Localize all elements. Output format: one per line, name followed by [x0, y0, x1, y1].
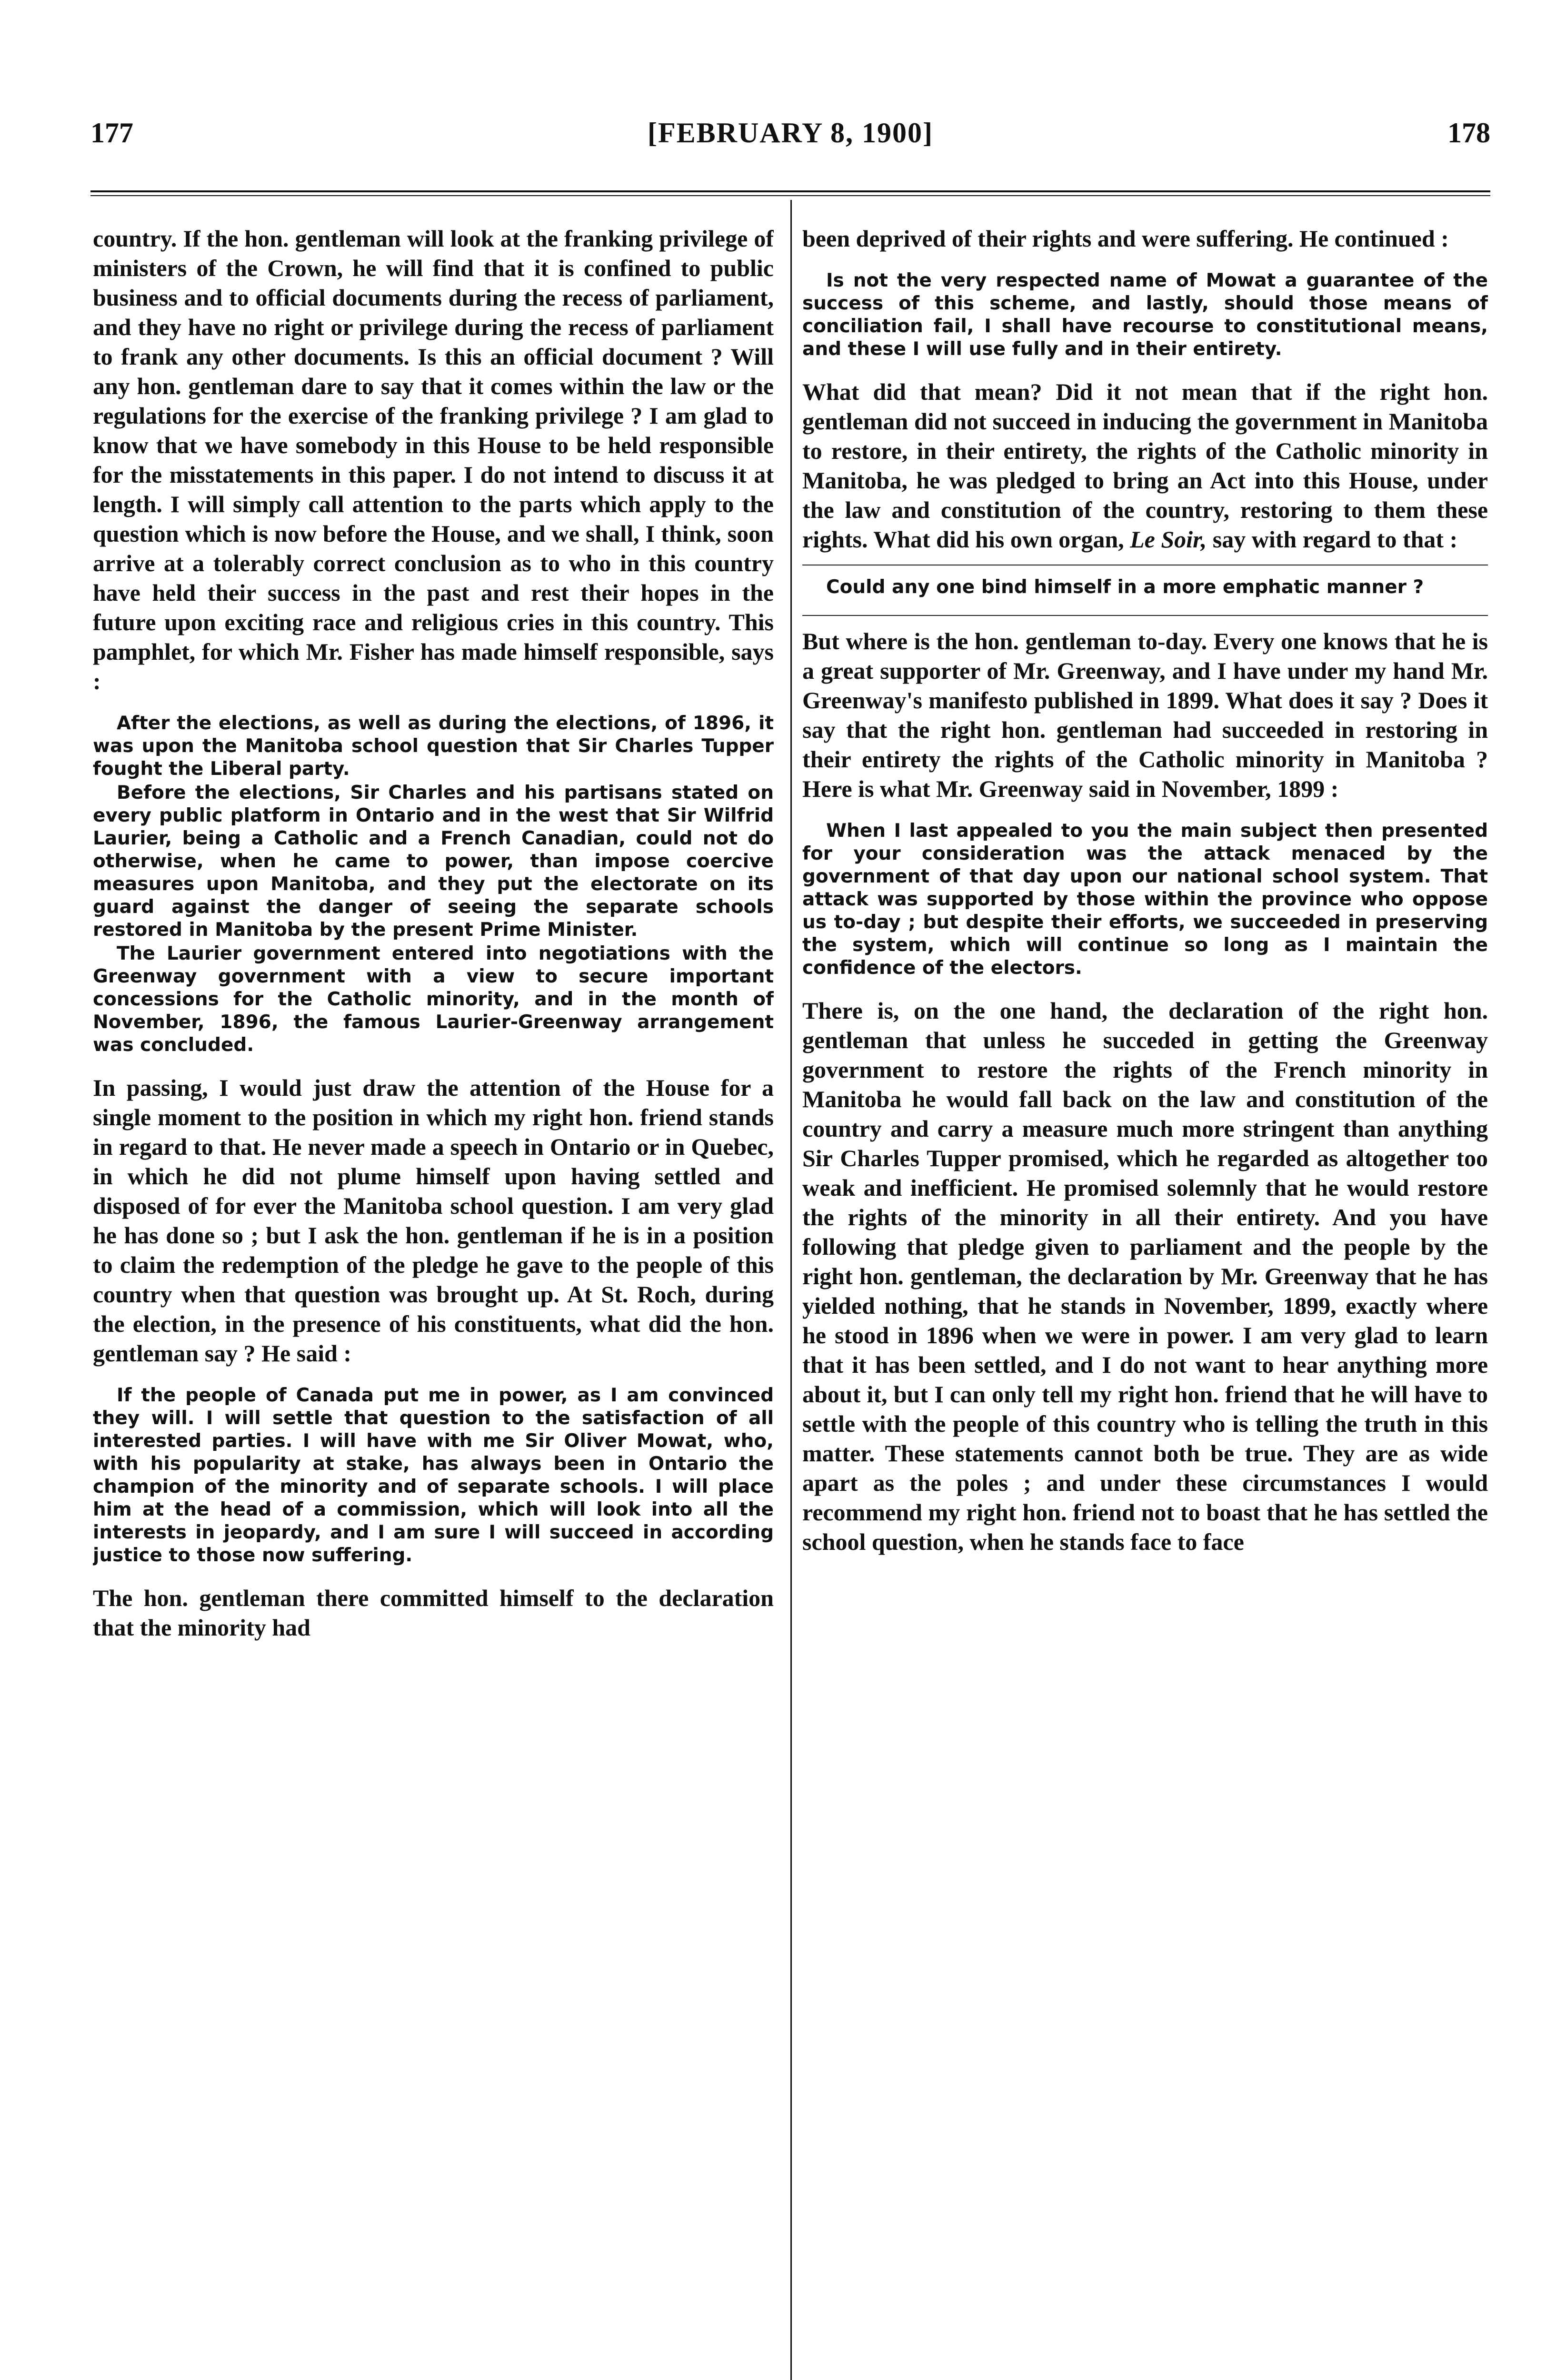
right-column	[802, 224, 1488, 2380]
left-quote-3: The Laurier government entered into negotiations with the Greenway government with a view to secure important concessions for the Catholic minority, and in the month of November, 1896, the famous Laurier-Greenway arrangement was concluded.	[93, 943, 774, 1056]
page-header	[90, 117, 1490, 169]
page-date: [FEBRUARY 8, 1900]	[648, 117, 933, 149]
right-paragraph-3: But where is the hon. gentleman to-day. Every one knows that he is a great supporter of Mr. Greenway, and I have under my hand Mr. Greenway's manifesto published in 1899. What does it say ? Does it say that the right hon. gentleman had succeeded in restoring in their entirety the rights of the Catholic minority in Manitoba ? Here is what Mr. Greenway said in November, 1899 :	[802, 628, 1488, 802]
left-paragraph-1: country. If the hon. gentleman will look at the franking privilege of ministers of the Crown, he will find that it is confined to public business and to official documents during the recess of parliament, and they have no right or privilege during the recess of parliament to frank any other documents. Is this an official document ? Will any hon. gentleman dare to say that it comes within the law or the regulations for the exercise of the franking privilege ? I am glad to know that we have somebody in this House to be held responsible for the misstatements in this paper. I do not intend to discuss it at length. I will simply call attention to the parts which apply to the question which is now before the House, and we shall, I think, soon arrive at a tolerably correct conclusion as to who in this country have held their success in the past and rest their hopes in the future upon exciting race and religious cries in this country. This pamphlet, for which Mr. Fisher has made himself responsible, says :	[93, 225, 774, 694]
left-paragraph-2: In passing, I would just draw the attention of the House for a single moment to the position in which my right hon. friend stands in regard to that. He never made a speech in Ontario or in Quebec, in which he did not plume himself upon having settled and disposed of for ever the Manitoba school question. I am very glad he has done so ; but I ask the hon. gentleman if he is in a position to claim the redemption of the pledge he gave to the people of this country when that question was brought up. At St. Roch, during the election, in the presence of his constituents, what did the hon. gentleman say ? He said :	[93, 1074, 774, 1367]
left-quote-4: If the people of Canada put me in power, as I am convinced they will. I will settle that question to the satisfaction of all interested parties. I will have with me Sir Oliver Mowat, who, with his popularity at stake, has always been in Ontario the champion of the minority and of separate schools. I will place him at the head of a commission, which will look into all the interests in jeopardy, and I am sure I will succeed in according justice to those now suffering.	[93, 1385, 774, 1566]
newspaper-name: Le Soir,	[1130, 526, 1207, 553]
page-number-left: 177	[90, 117, 133, 149]
page-number-right: 178	[1447, 117, 1490, 149]
left-quote-2: Before the elections, Sir Charles and his partisans stated on every public platform in Ontario and in the west that Sir Wilfrid Laurier, being a Catholic and a French Canadian, could not do otherwise, when he came to power, than impose coercive measures upon Manitoba, and they put the electorate on its guard against the danger of seeing the separate schools restored in Manitoba by the present Prime Minister.	[93, 782, 774, 941]
left-paragraph-3: The hon. gentleman there committed himself to the declaration that the minority had	[93, 1585, 774, 1641]
left-quote-block-2	[93, 1384, 774, 1567]
right-paragraph-2	[802, 377, 1488, 554]
right-quote-block-3	[802, 820, 1488, 980]
column-divider	[790, 200, 792, 2380]
left-quote-1: After the elections, as well as during the elections, of 1896, it was upon the Manitoba school question that Sir Charles Tupper fought the Liberal party.	[93, 713, 774, 780]
right-quote-2: Could any one bind himself in a more emphatic manner ?	[826, 576, 1424, 598]
right-quote-block-2	[802, 576, 1488, 599]
right-quote-1: Is not the very respected name of Mowat a guarantee of the success of this scheme, and lastly, should those means of conciliation fail, I shall have recourse to constitutional means, and these I will use fully and in their entirety.	[802, 270, 1488, 360]
right-paragraph-4: There is, on the one hand, the declaration of the right hon. gentleman that unless he succeded in getting the Greenway government to restore the rights of the French minority in Manitoba he would fall back on the law and constitution of the country and carry a measure much more stringent than anything Sir Charles Tupper promised, which he regarded as altogether too weak and inefficient. He promised solemnly that he would restore the rights of the minority in all their entirety. And you have following that pledge given to parliament and the people by the right hon. gentleman, the declaration by Mr. Greenway that he has yielded nothing, that he stands in November, 1899, exactly where he stood in 1896 when we were in power. I am very glad to learn that it has been settled, and I do not want to hear anything more about it, but I can only tell my right hon. friend that he will have to settle with the people of this country who is telling the truth in this matter. These statements cannot both be true. They are as wide apart as the poles ; and under these circumstances I would recommend my right hon. friend not to boast that he has settled the school question, when he stands face to face	[802, 997, 1488, 1555]
right-quote-block-1	[802, 269, 1488, 361]
left-column	[93, 224, 774, 2380]
right-paragraph-2-end: say with regard to that :	[1212, 526, 1458, 553]
separator-rule	[802, 615, 1488, 616]
header-rule	[90, 190, 1490, 196]
right-paragraph-2-text: What did that mean? Did it not mean that if the right hon. gentleman did not succeed in inducing the government in Manitoba to restore, in their entirety, the rights of the Catholic minority in Manitoba, he was pledged to bring an Act into this House, under the law and constitution of the country, restoring to them these rights. What did his own organ,	[802, 378, 1488, 553]
right-paragraph-1: been deprived of their rights and were suffering. He continued :	[802, 225, 1449, 252]
left-quote-block-1	[93, 712, 774, 1057]
right-quote-3: When I last appealed to you the main subject then presented for your consideration was the attack menaced by the government of that day upon our national school system. That attack was supported by those within the province who oppose us to-day ; but despite their efforts, we succeeded in preserving the system, which will continue so long as I maintain the confidence of the electors.	[802, 820, 1488, 979]
